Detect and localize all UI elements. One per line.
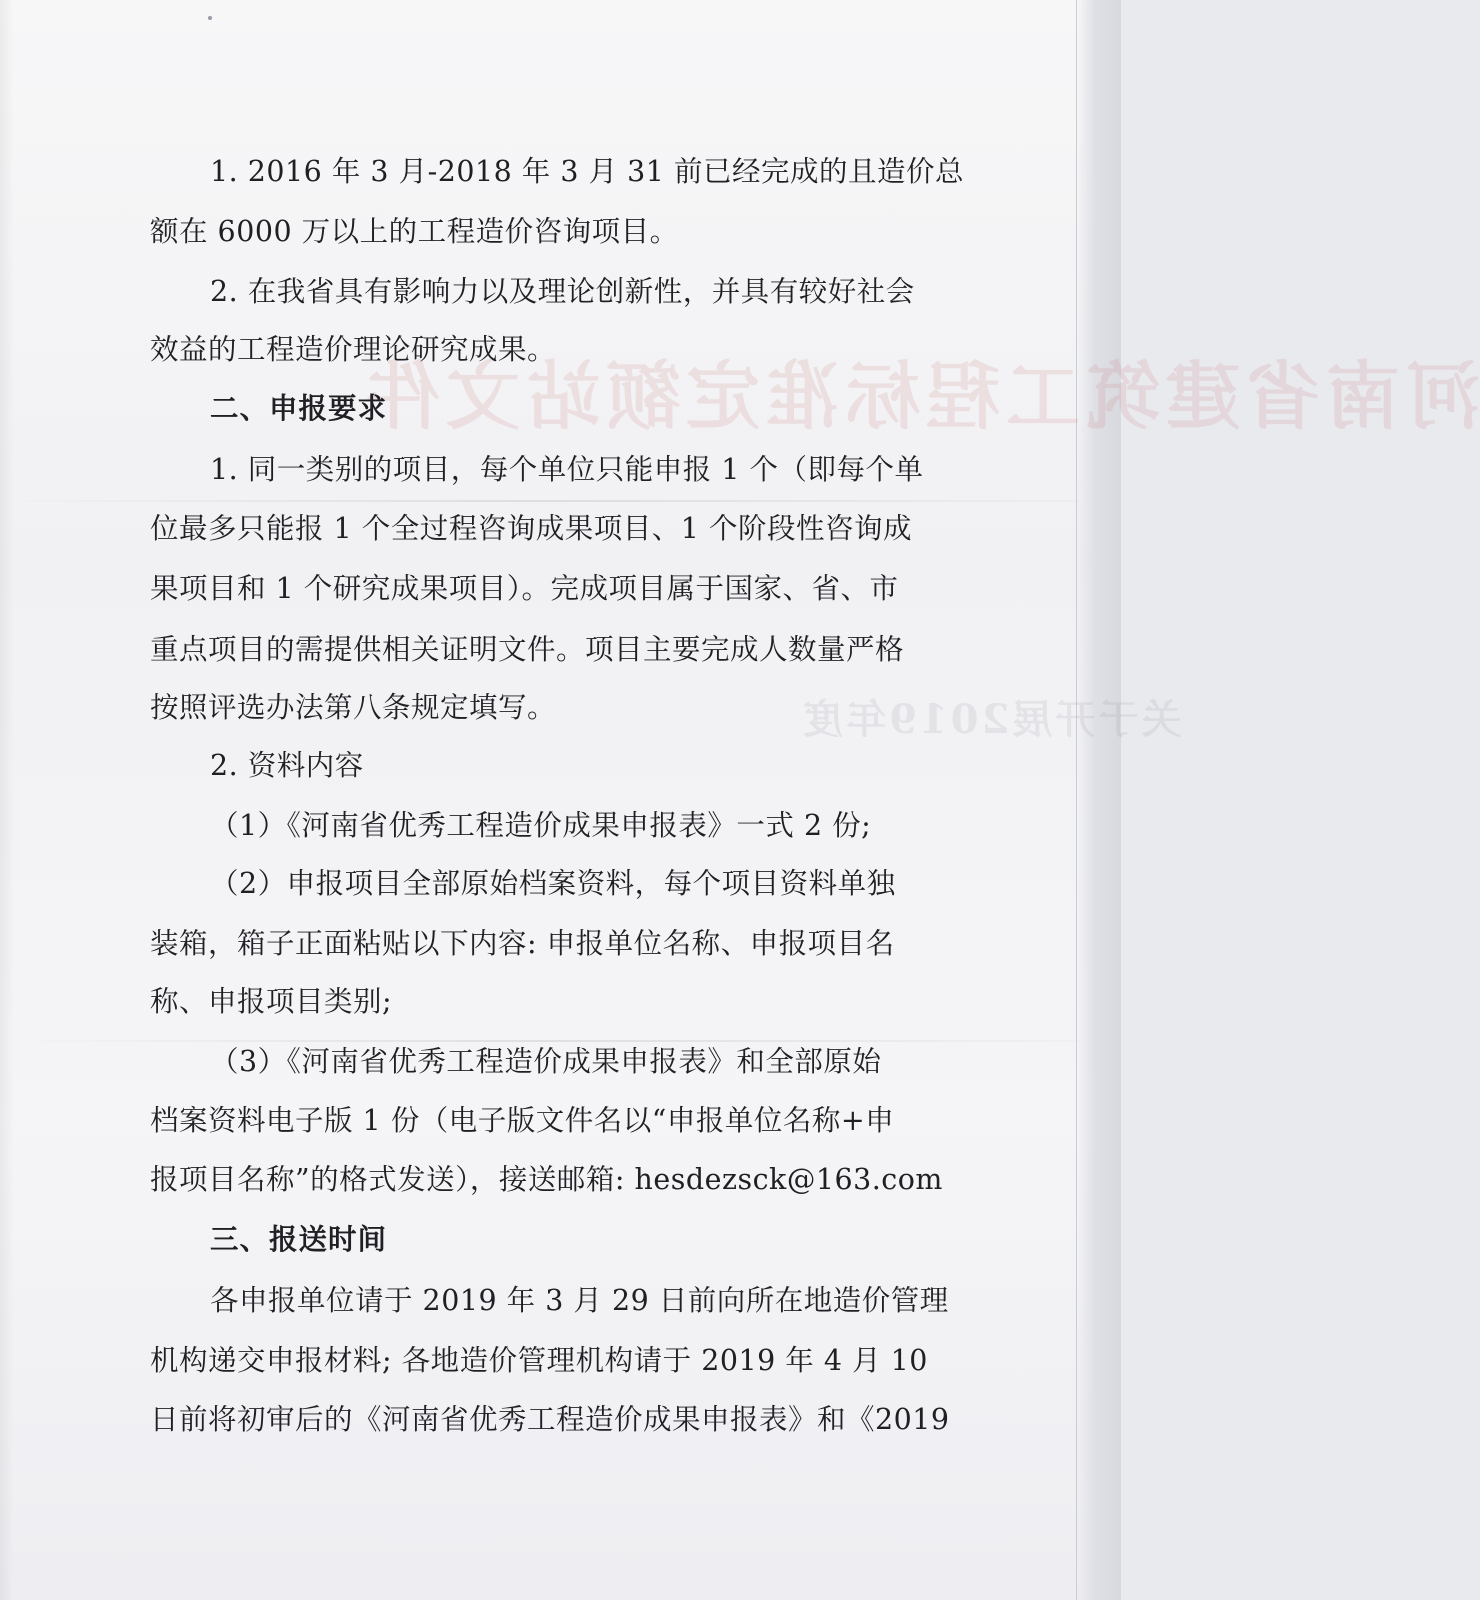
body-line: 1. 同一类别的项目，每个单位只能申报 1 个（即每个单 <box>210 453 924 486</box>
body-line: 1. 2016 年 3 月-2018 年 3 月 31 前已经完成的且造价总 <box>210 155 964 188</box>
body-line: （1）《河南省优秀工程造价成果申报表》一式 2 份; <box>210 809 872 842</box>
body-line: 位最多只能报 1 个全过程咨询成果项目、1 个阶段性咨询成 <box>150 512 912 545</box>
bleed-through-title: 河南省建筑工程标准定额站文件 <box>360 354 1480 440</box>
body-line: 装箱，箱子正面粘贴以下内容: 申报单位名称、申报项目名 <box>150 927 895 960</box>
paper-speck <box>208 16 212 20</box>
body-line: 档案资料电子版 1 份（电子版文件名以“申报单位名称+申 <box>150 1104 895 1137</box>
section-heading: 三、报送时间 <box>210 1223 388 1256</box>
paper-fold-line <box>0 500 1080 502</box>
body-line: （2）申报项目全部原始档案资料，每个项目资料单独 <box>210 867 896 900</box>
body-line: 2. 资料内容 <box>210 749 364 782</box>
body-line: 报项目名称”的格式发送），接送邮箱: hesdezsck@163.com <box>150 1163 943 1196</box>
body-line: 机构递交申报材料; 各地造价管理机构请于 2019 年 4 月 10 <box>150 1344 928 1377</box>
body-line: 日前将初审后的《河南省优秀工程造价成果申报表》和《2019 <box>150 1403 950 1436</box>
paper-edge <box>1076 0 1121 1600</box>
body-line: 效益的工程造价理论研究成果。 <box>150 333 557 366</box>
body-line: 各申报单位请于 2019 年 3 月 29 日前向所在地造价管理 <box>210 1284 949 1317</box>
section-heading: 二、申报要求 <box>210 392 388 425</box>
body-line: 称、申报项目类别; <box>150 985 393 1018</box>
body-line: 额在 6000 万以上的工程造价咨询项目。 <box>150 215 679 248</box>
body-line: 果项目和 1 个研究成果项目）。完成项目属于国家、省、市 <box>150 572 899 605</box>
bleed-through-subtitle: 关于开展2019年度 <box>800 696 1182 743</box>
body-line: （3）《河南省优秀工程造价成果申报表》和全部原始 <box>210 1045 882 1078</box>
body-line: 按照评选办法第八条规定填写。 <box>150 691 557 724</box>
body-line: 重点项目的需提供相关证明文件。项目主要完成人数量严格 <box>150 633 905 666</box>
body-line: 2. 在我省具有影响力以及理论创新性，并具有较好社会 <box>210 275 915 308</box>
